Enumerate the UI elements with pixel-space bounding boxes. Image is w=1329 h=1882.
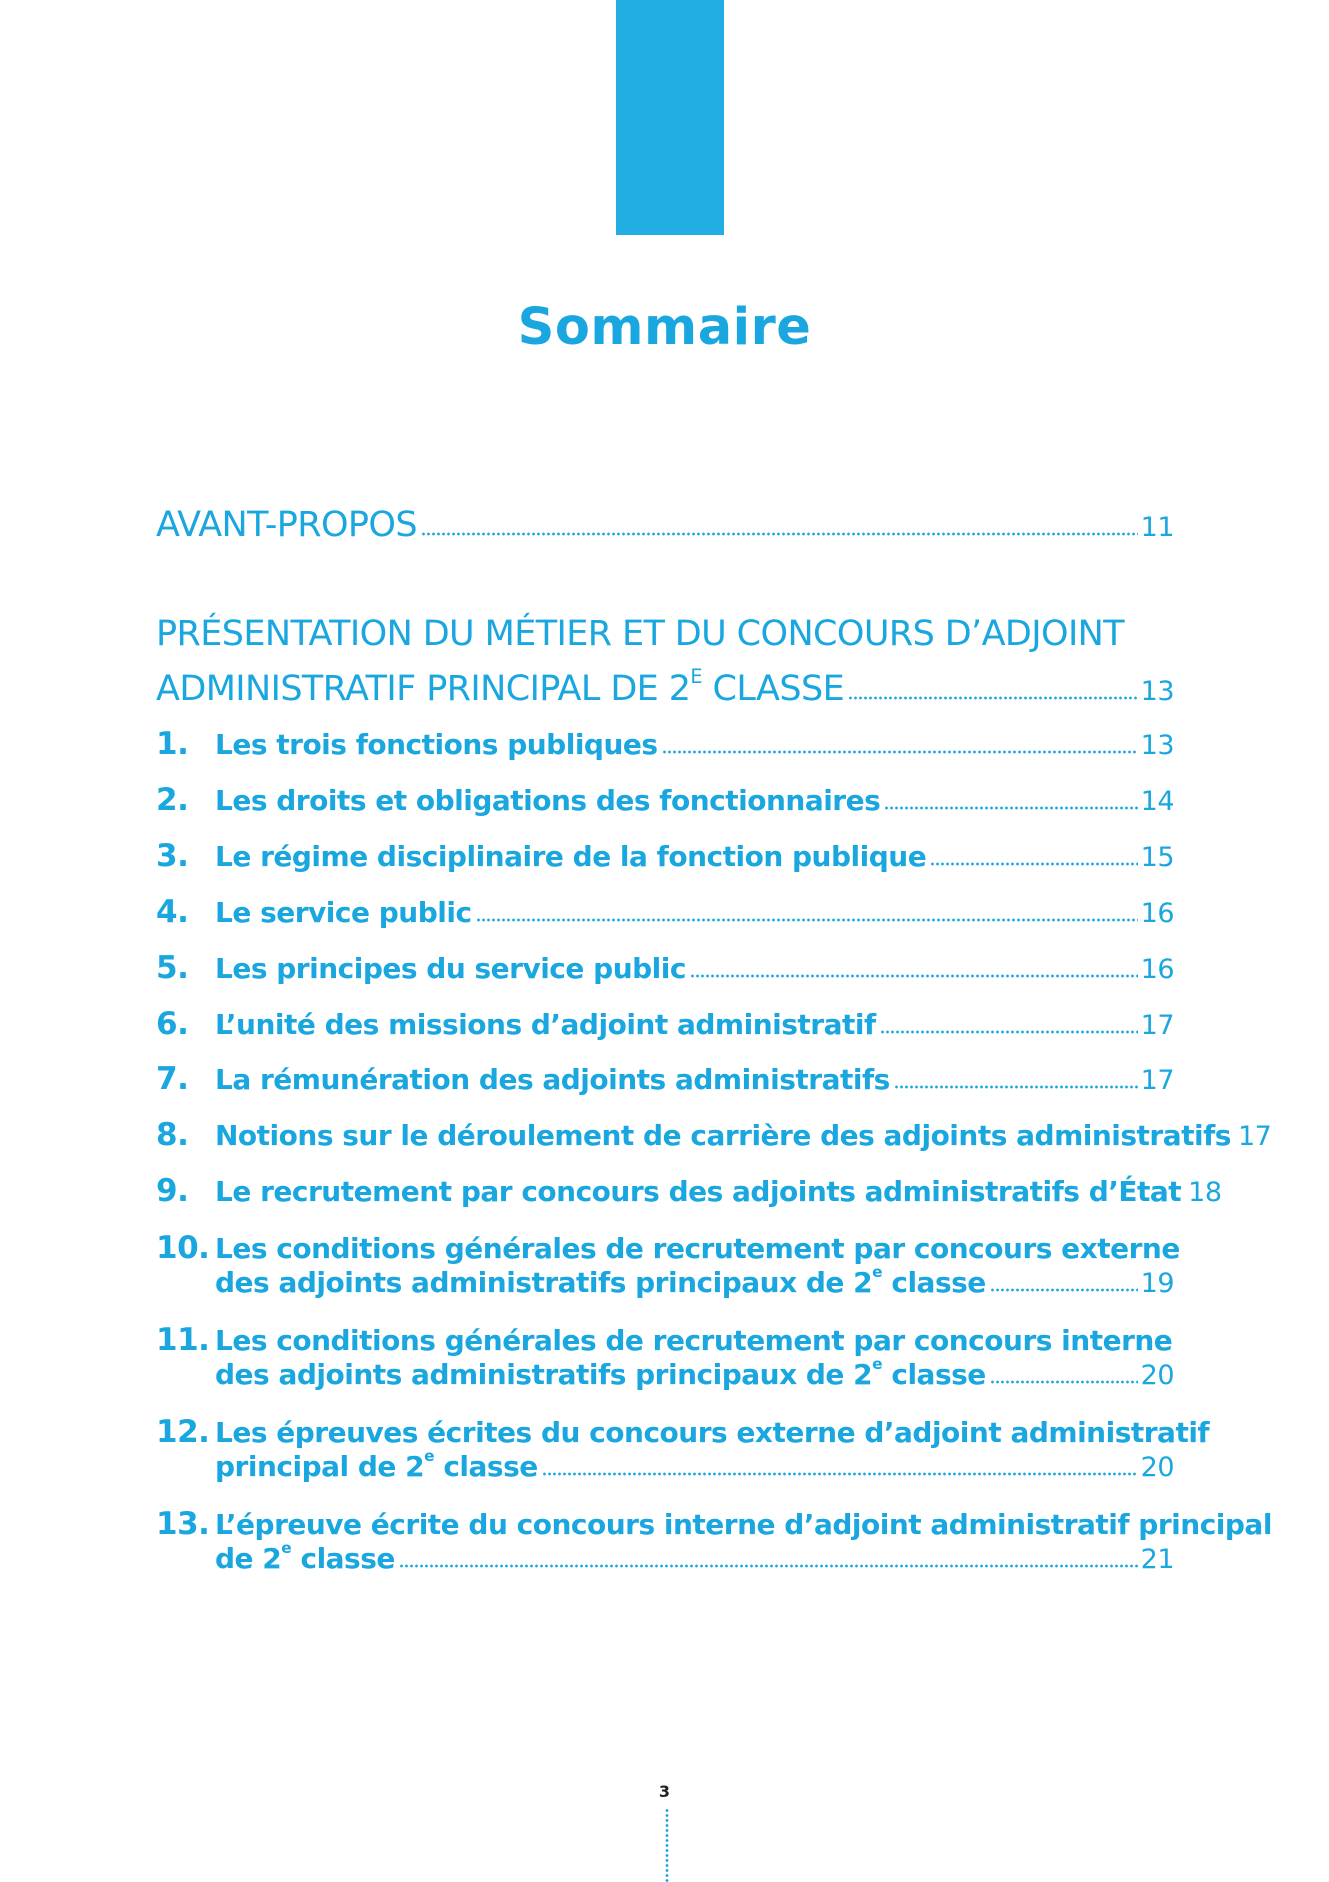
toc-item-label: Le recrutement par concours des adjoints administratifs d’État (215, 1175, 1182, 1208)
toc-item-7[interactable] (156, 1061, 1174, 1097)
dot-leader (990, 1288, 1138, 1292)
toc-item-label: L’unité des missions d’adjoint administratif (215, 1008, 876, 1041)
toc-item-number: 8. (156, 1117, 189, 1153)
toc-item-label: Les épreuves écrites du concours externe d’adjoint administratif (215, 1416, 1210, 1449)
toc-item-label: Le régime disciplinaire de la fonction publique (215, 840, 927, 873)
toc-item-label: Les principes du service public (215, 952, 686, 985)
toc-item-5[interactable] (156, 950, 1174, 986)
toc-item-label: Les conditions générales de recrutement par concours externe (215, 1232, 1180, 1265)
toc-item-line1 (156, 1322, 1174, 1358)
toc-item-page: 20 (1140, 1360, 1174, 1391)
dot-leader (476, 918, 1138, 922)
toc-item-page: 16 (1140, 898, 1174, 929)
toc-item-9[interactable] (156, 1173, 1222, 1209)
toc-entry-label: AVANT-PROPOS (156, 505, 417, 545)
toc-item-number: 10. (156, 1230, 210, 1266)
toc-item-number: 11. (156, 1322, 210, 1358)
dot-leader (662, 750, 1138, 754)
toc-item-page: 17 (1140, 1065, 1174, 1096)
toc-item-page: 16 (1140, 954, 1174, 985)
toc-item-4[interactable] (156, 894, 1174, 930)
toc-entry-page: 13 (1140, 676, 1174, 707)
toc-item-page: 13 (1140, 730, 1174, 761)
toc-item-page: 15 (1140, 842, 1174, 873)
toc-item-6[interactable] (156, 1006, 1174, 1042)
toc-item-number: 12. (156, 1414, 210, 1450)
toc-item-number: 7. (156, 1061, 189, 1097)
toc-item-3[interactable] (156, 838, 1174, 874)
toc-item-1[interactable] (156, 726, 1174, 762)
toc-section-presentation-line2[interactable] (156, 665, 1174, 709)
toc-item-number: 9. (156, 1173, 189, 1209)
toc-item-label: La rémunération des adjoints administratifs (215, 1063, 890, 1096)
toc-item-line1 (156, 1230, 1180, 1266)
toc-item-number: 1. (156, 726, 189, 762)
toc-item-page: 19 (1140, 1268, 1174, 1299)
toc-item-number: 2. (156, 782, 189, 818)
dot-leader (930, 862, 1137, 866)
toc-item-page: 20 (1140, 1452, 1174, 1483)
dot-leader (421, 532, 1138, 536)
dot-leader (990, 1380, 1138, 1384)
dot-leader (542, 1472, 1138, 1476)
dot-leader (884, 806, 1137, 810)
toc-item-number: 6. (156, 1006, 189, 1042)
page-title: Sommaire (517, 298, 812, 357)
toc-item-label: Les conditions générales de recrutement par concours interne (215, 1324, 1173, 1357)
toc-item-page: 21 (1140, 1544, 1174, 1575)
toc-item-label: principal de 2e classe (215, 1446, 538, 1483)
toc-item-line2 (156, 1538, 1174, 1575)
toc-item-label: des adjoints administratifs principaux de 2e classe (215, 1262, 986, 1299)
dot-leader (894, 1085, 1138, 1089)
toc-item-page: 18 (1188, 1177, 1222, 1208)
toc-item-label: Notions sur le déroulement de carrière des adjoints administratifs (215, 1119, 1231, 1152)
toc-section-presentation-line1[interactable] (156, 614, 1174, 654)
toc-item-label: des adjoints administratifs principaux de 2e classe (215, 1354, 986, 1391)
toc-entry-page: 11 (1140, 512, 1174, 543)
toc-item-page: 17 (1237, 1121, 1272, 1152)
toc-item-label: Les trois fonctions publiques (215, 728, 658, 761)
dot-leader (399, 1564, 1138, 1568)
toc-item-label: Le service public (215, 896, 472, 929)
toc-item-8[interactable] (156, 1117, 1272, 1153)
toc-item-label: L’épreuve écrite du concours interne d’adjoint administratif principal (215, 1508, 1272, 1541)
page-number: 3 (658, 1782, 671, 1801)
toc-item-line2 (156, 1354, 1174, 1391)
toc-item-page: 17 (1140, 1010, 1174, 1041)
toc-item-label: Les droits et obligations des fonctionnaires (215, 784, 881, 817)
toc-item-label: de 2e classe (215, 1538, 395, 1575)
toc-item-line1 (156, 1506, 1272, 1542)
toc-item-line2 (156, 1446, 1174, 1483)
toc-entry-avant-propos[interactable] (156, 505, 1174, 545)
toc-item-line2 (156, 1262, 1174, 1299)
dot-leader (690, 974, 1138, 978)
toc-item-number: 5. (156, 950, 189, 986)
dot-leader (848, 696, 1138, 700)
dot-leader (880, 1030, 1138, 1034)
toc-item-number: 13. (156, 1506, 210, 1542)
toc-item-number: 3. (156, 838, 189, 874)
toc-entry-label: ADMINISTRATIF PRINCIPAL DE $2^E$ CLASSE (156, 665, 845, 709)
toc-item-number: 4. (156, 894, 189, 930)
toc-entry-label: PRÉSENTATION DU MÉTIER ET DU CONCOURS D’ADJOINT (156, 614, 1125, 654)
toc-item-2[interactable] (156, 782, 1174, 818)
footer-dotted-line (665, 1808, 669, 1882)
header-color-tab (616, 0, 724, 235)
toc-item-line1 (156, 1414, 1210, 1450)
toc-item-page: 14 (1140, 786, 1174, 817)
